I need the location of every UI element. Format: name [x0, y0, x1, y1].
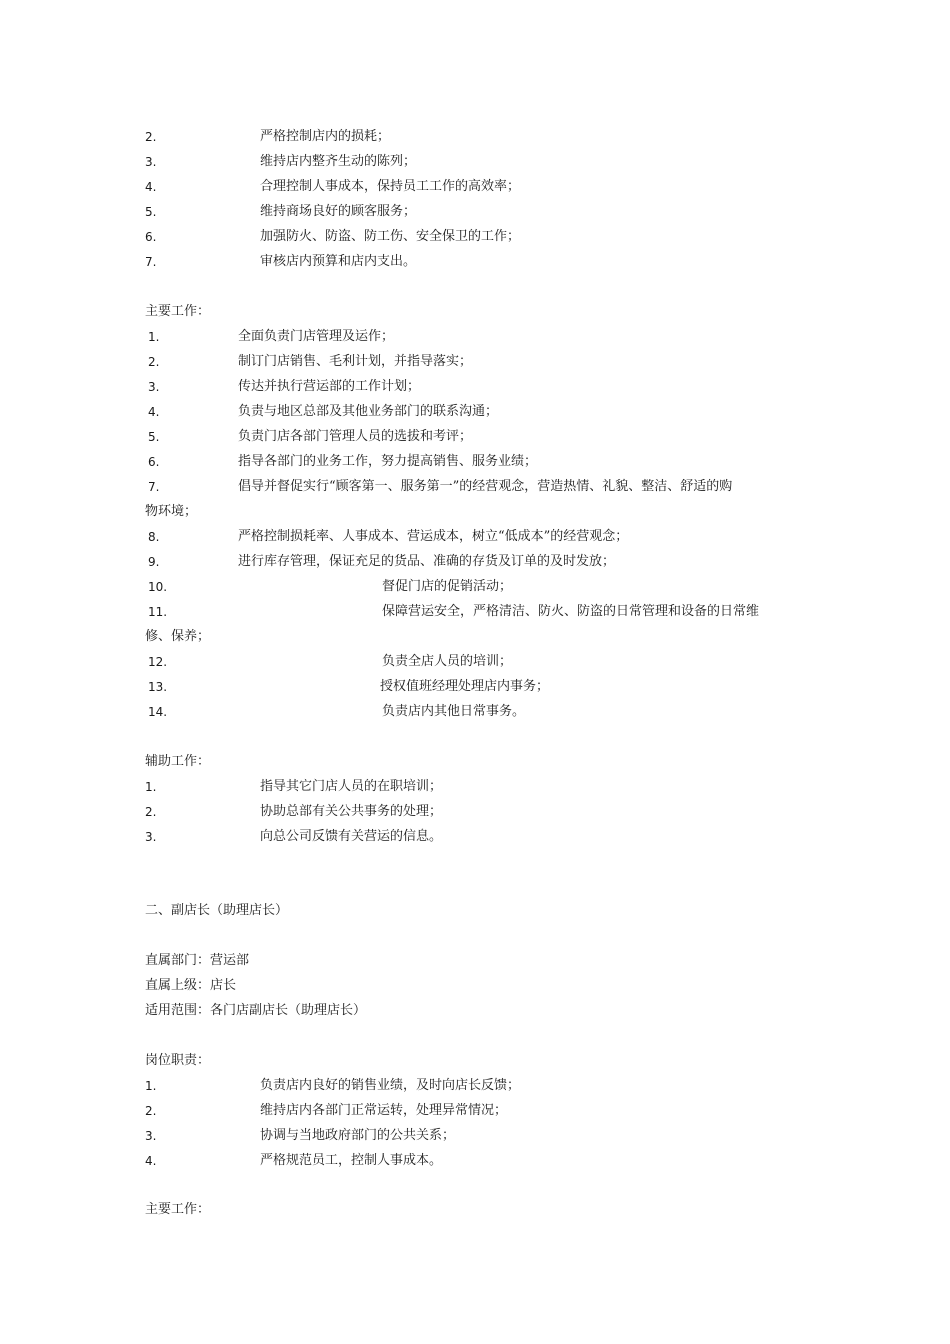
document-page: 2. 严格控制店内的损耗； 3. 维持店内整齐生动的陈列； 4. 合理控制人事成本，保持员工工作的高效率； 5. 维持商场良好的顾客服务； 6. 加强防火、防盗、防工伤、安全保卫的工作； 7. 审核店内预算和店内支出。 主要工作： 1. 全面负责门店管理及运作； 2. 制订门店销售、毛利计划，并指导落实； 3. 传达并执行营运部的工作计划； 4. 负责与地区总部及其他业务部门的联系沟通； 5. 负责门店各部门管理人员的选拔和考评； 6. 指导各部门的业务工作，努力提高销售、服务业绩； 7. 倡导并督促实行“顾客第一、服务第一”的经营观念，营造热情、礼貌、整洁、舒适的购 物环境； 8. 严格控制损耗率、人事成本、营运成本，树立“低成本”的经营观念； 9. 进行库存管理，保证充足的货品、准确的存货及订单的及时发放； 10. 督促门店的促销活动； 11. 保障营运安全，严格清洁、防火、防盗的日常管理和设备的日常维 修、保养； 12. 负责全店人员的培训； 13. 授权值班经理处理店内事务； 14. 负责店内其他日常事务。 辅助工作： 1. 指导其它门店人员的在职培训； 2. 协助总部有关公共事务的处理； 3. 向总公司反馈有关营运的信息。 二、副店长（助理店长） 直属部门：营运部 直属上级：店长 适用范围：各门店副店长（助理店长） 岗位职责： 1. 负责店内良好的销售业绩，及时向店长反馈； 2. 维持店内各部门正常运转，处理异常情况； 3. 协调与当地政府部门的公共关系； 4. 严格规范员工，控制人事成本。 主要工作： [0, 0, 950, 1344]
main-work-heading: 主要工作： [145, 304, 211, 319]
aux-work-heading: 辅助工作： [145, 754, 211, 769]
scope-line: 适用范围：各门店副店长（助理店长） [145, 1003, 367, 1018]
main-work-heading-2: 主要工作： [145, 1202, 211, 1217]
superior-line: 直属上级：店长 [145, 978, 237, 993]
section-title: 二、副店长（助理店长） [145, 903, 289, 918]
main-work-item-continuation: 修、保养； [145, 629, 211, 644]
department-line: 直属部门：营运部 [145, 953, 250, 968]
duties-heading: 岗位职责： [145, 1053, 211, 1068]
main-work-item-continuation: 物环境； [145, 504, 198, 519]
